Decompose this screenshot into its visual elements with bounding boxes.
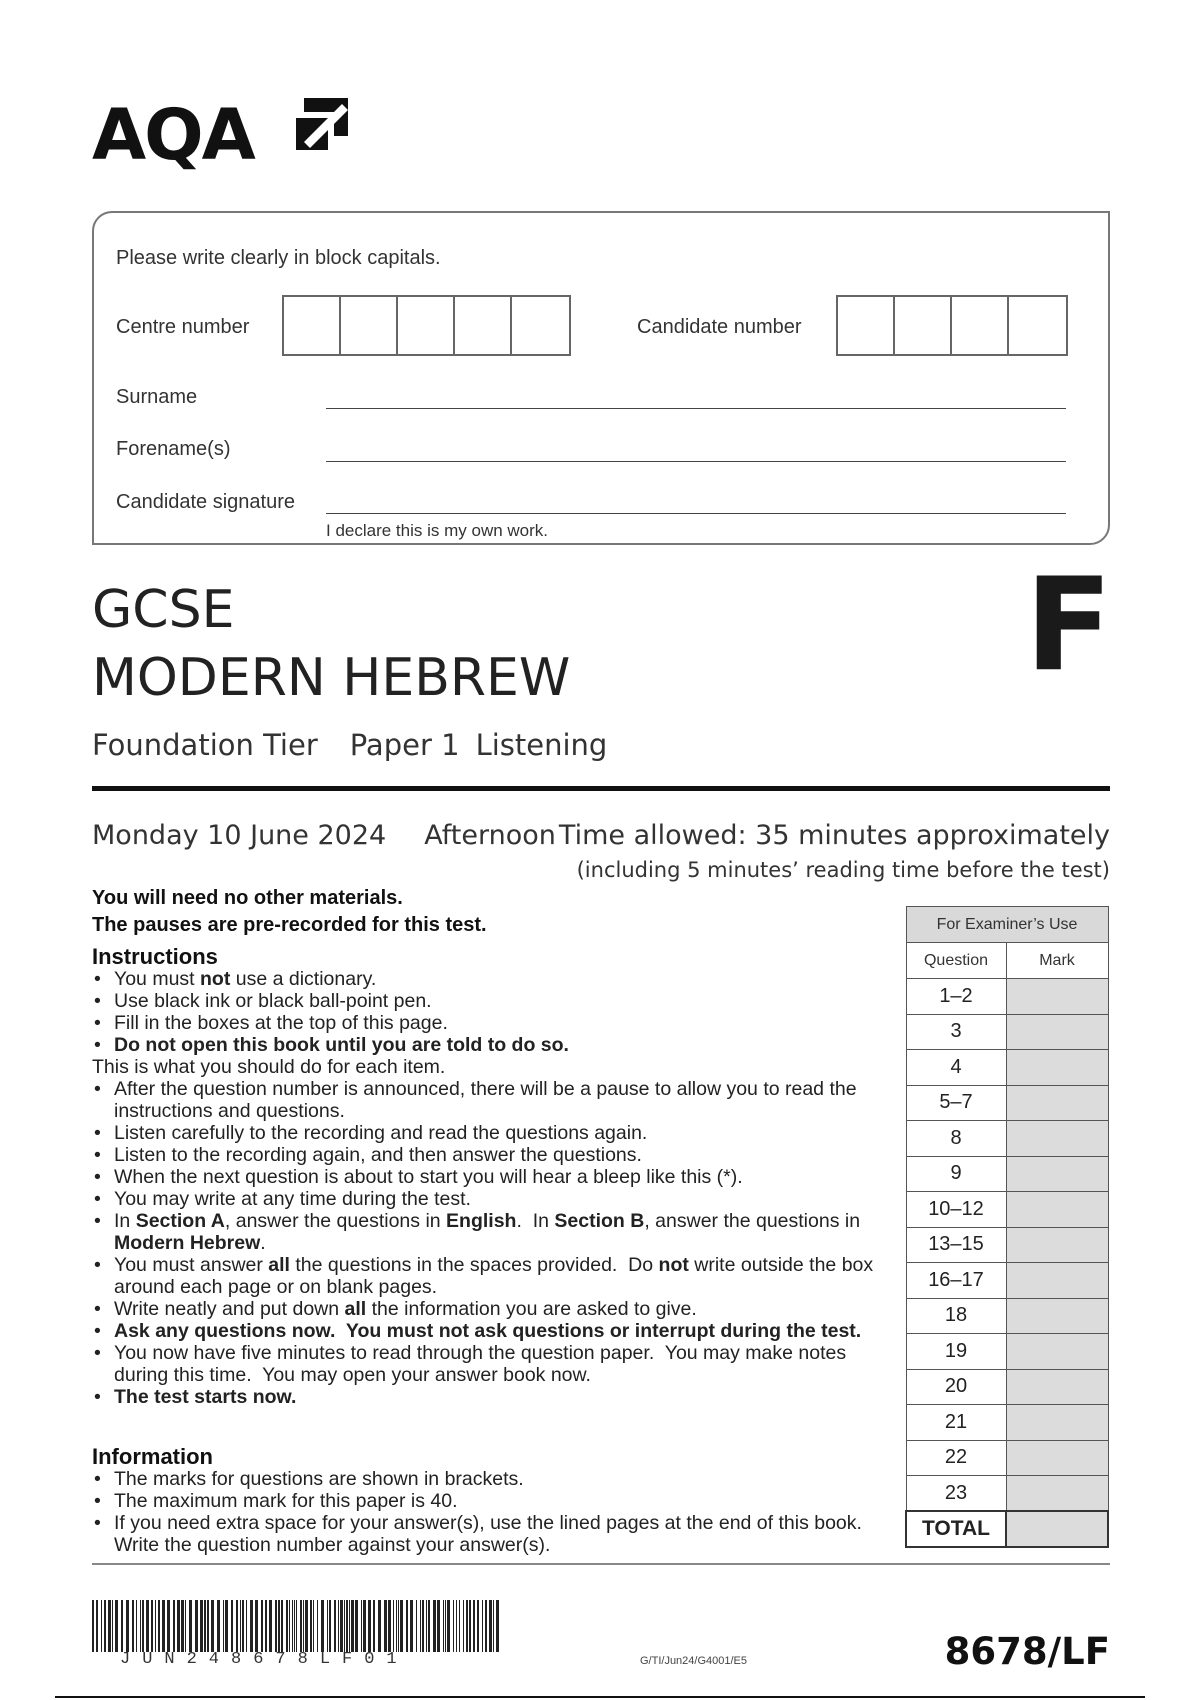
candidate-number-boxes[interactable]: [836, 295, 1068, 356]
centre-digit-box[interactable]: [398, 297, 455, 354]
mark-cell: [1006, 1263, 1108, 1299]
centre-number-label: Centre number: [116, 316, 250, 338]
candidate-digit-box[interactable]: [895, 297, 952, 354]
forename-line[interactable]: [326, 461, 1066, 462]
title-divider: [92, 786, 1110, 791]
materials-line: The pauses are pre-recorded for this test.: [92, 914, 487, 936]
information-item: • The maximum mark for this paper is 40.: [92, 1490, 892, 1512]
examiner-table-row: [906, 1334, 1108, 1370]
materials-note: [92, 885, 487, 939]
examiner-table-row: [906, 1298, 1108, 1334]
instruction-item: • You must answer all the questions in the spaces provided. Do not write outside the box around each page or on blank pages.: [92, 1254, 892, 1298]
materials-line: You will need no other materials.: [92, 887, 403, 909]
paper-details: [92, 728, 607, 762]
candidate-details-box: [92, 211, 1110, 545]
question-number-cell: 9: [906, 1156, 1006, 1192]
instruction-item: • You may write at any time during the test.: [92, 1188, 892, 1210]
tier-label: Foundation Tier: [92, 728, 318, 762]
exam-session: Afternoon: [424, 820, 556, 851]
centre-digit-box[interactable]: [512, 297, 569, 354]
aqa-logo: [92, 88, 362, 188]
candidate-digit-box[interactable]: [952, 297, 1009, 354]
question-number-cell: 18: [906, 1298, 1006, 1334]
subject-title: MODERN HEBREW: [92, 648, 571, 708]
qualification-level: GCSE: [92, 580, 235, 640]
total-label: TOTAL: [906, 1511, 1006, 1547]
mark-cell: [1006, 979, 1108, 1015]
examiner-table-title: For Examiner’s Use: [906, 907, 1108, 943]
centre-digit-box[interactable]: [284, 297, 341, 354]
aqa-mark-icon: [292, 92, 352, 152]
examiner-table-row: [906, 979, 1108, 1015]
instruction-item: • Listen to the recording again, and then answer the questions.: [92, 1144, 892, 1166]
signature-line[interactable]: [326, 513, 1066, 514]
candidate-digit-box[interactable]: [838, 297, 895, 354]
instruction-item: • Listen carefully to the recording and read the questions again.: [92, 1122, 892, 1144]
instruction-note: This is what you should do for each item.: [92, 1056, 446, 1078]
component-name: Listening: [475, 728, 608, 762]
instruction-item: • Fill in the boxes at the top of this page.: [92, 1012, 892, 1034]
footer-divider: [92, 1563, 1110, 1565]
question-number-cell: 10–12: [906, 1192, 1006, 1228]
mark-cell: [1006, 1085, 1108, 1121]
mark-cell: [1006, 1014, 1108, 1050]
mark-cell: [1006, 1121, 1108, 1157]
mark-cell: [1006, 1050, 1108, 1086]
question-number-cell: 4: [906, 1050, 1006, 1086]
instructions-heading: Instructions: [92, 944, 218, 969]
mark-cell: [1006, 1405, 1108, 1441]
examiner-table-row: [906, 1369, 1108, 1405]
information-item: • If you need extra space for your answer(s), use the lined pages at the end of this book. Write the question number against your answer(s).: [92, 1512, 892, 1556]
mark-cell: [1006, 1334, 1108, 1370]
examiner-table-row: [906, 1405, 1108, 1441]
centre-digit-box[interactable]: [455, 297, 512, 354]
question-number-cell: 20: [906, 1369, 1006, 1405]
question-number-cell: 8: [906, 1121, 1006, 1157]
instructions-list: [92, 968, 892, 1408]
page-bottom-rule: [55, 1696, 1145, 1698]
examiner-table-row: [906, 1156, 1108, 1192]
instruction-item: • Use black ink or black ball-point pen.: [92, 990, 892, 1012]
examiner-table-row: [906, 1440, 1108, 1476]
mark-cell: [1006, 1156, 1108, 1192]
instruction-item: • Write neatly and put down all the information you are asked to give.: [92, 1298, 892, 1320]
forename-label: Forename(s): [116, 438, 231, 460]
information-heading: Information: [92, 1444, 213, 1469]
candidate-number-label: Candidate number: [637, 316, 802, 338]
exam-date: Monday 10 June 2024: [92, 820, 387, 851]
block-capitals-instruction: Please write clearly in block capitals.: [116, 247, 441, 269]
mark-column-header: Mark: [1006, 943, 1108, 979]
signature-label: Candidate signature: [116, 491, 296, 513]
reading-time-note: (including 5 minutes’ reading time before the test): [576, 858, 1110, 882]
mark-cell: [1006, 1369, 1108, 1405]
instruction-item: • Ask any questions now. You must not ask questions or interrupt during the test.: [92, 1320, 892, 1342]
examiner-use-table: [905, 906, 1109, 1548]
mark-cell: [1006, 1476, 1108, 1512]
question-number-cell: 13–15: [906, 1227, 1006, 1263]
question-number-cell: 16–17: [906, 1263, 1006, 1299]
total-mark-cell: [1006, 1511, 1108, 1547]
tier-letter: F: [1025, 551, 1113, 700]
barcode-text: JUN248678LF01: [120, 1650, 409, 1669]
barcode-icon: [92, 1600, 502, 1652]
instruction-item: • When the next question is about to start you will hear a bleep like this (*).: [92, 1166, 892, 1188]
paper-code: 8678/LF: [944, 1630, 1110, 1673]
examiner-table-row: [906, 1121, 1108, 1157]
instruction-item: • You now have five minutes to read through the question paper. You may make notes during this time. You may open your answer book now.: [92, 1342, 892, 1386]
surname-label: Surname: [116, 386, 198, 408]
time-allowed: Time allowed: 35 minutes approximately: [558, 820, 1110, 851]
examiner-table-row: [906, 1263, 1108, 1299]
question-number-cell: 5–7: [906, 1085, 1006, 1121]
instruction-item: • In Section A, answer the questions in English. In Section B, answer the questions in Modern Hebrew.: [92, 1210, 892, 1254]
instruction-item: • After the question number is announced, there will be a pause to allow you to read the instructions and questions.: [92, 1078, 892, 1122]
question-column-header: Question: [906, 943, 1006, 979]
instruction-item: • You must not use a dictionary.: [92, 968, 892, 990]
surname-line[interactable]: [326, 408, 1066, 409]
mark-cell: [1006, 1192, 1108, 1228]
reference-code: G/TI/Jun24/G4001/E5: [640, 1655, 748, 1667]
examiner-table-row: [906, 1085, 1108, 1121]
mark-cell: [1006, 1227, 1108, 1263]
information-item: • The marks for questions are shown in brackets.: [92, 1468, 892, 1490]
examiner-table-row: [906, 1014, 1108, 1050]
question-number-cell: 22: [906, 1440, 1006, 1476]
information-list: [92, 1468, 892, 1556]
mark-cell: [1006, 1440, 1108, 1476]
instruction-item: • The test starts now.: [92, 1386, 892, 1408]
mark-cell: [1006, 1298, 1108, 1334]
examiner-table-row: [906, 1192, 1108, 1228]
logo-text: AQA: [92, 94, 254, 176]
examiner-table-row: [906, 1476, 1108, 1512]
question-number-cell: 21: [906, 1405, 1006, 1441]
question-number-cell: 1–2: [906, 979, 1006, 1015]
centre-digit-box[interactable]: [341, 297, 398, 354]
declaration-text: I declare this is my own work.: [326, 521, 549, 540]
examiner-table-row: [906, 1227, 1108, 1263]
question-number-cell: 19: [906, 1334, 1006, 1370]
instruction-item: • Do not open this book until you are told to do so.: [92, 1034, 892, 1056]
session-line: [92, 820, 556, 851]
centre-number-boxes[interactable]: [282, 295, 571, 356]
examiner-table-row: [906, 1050, 1108, 1086]
candidate-digit-box[interactable]: [1009, 297, 1066, 354]
paper-number: Paper 1: [349, 728, 460, 762]
question-number-cell: 23: [906, 1476, 1006, 1512]
question-number-cell: 3: [906, 1014, 1006, 1050]
